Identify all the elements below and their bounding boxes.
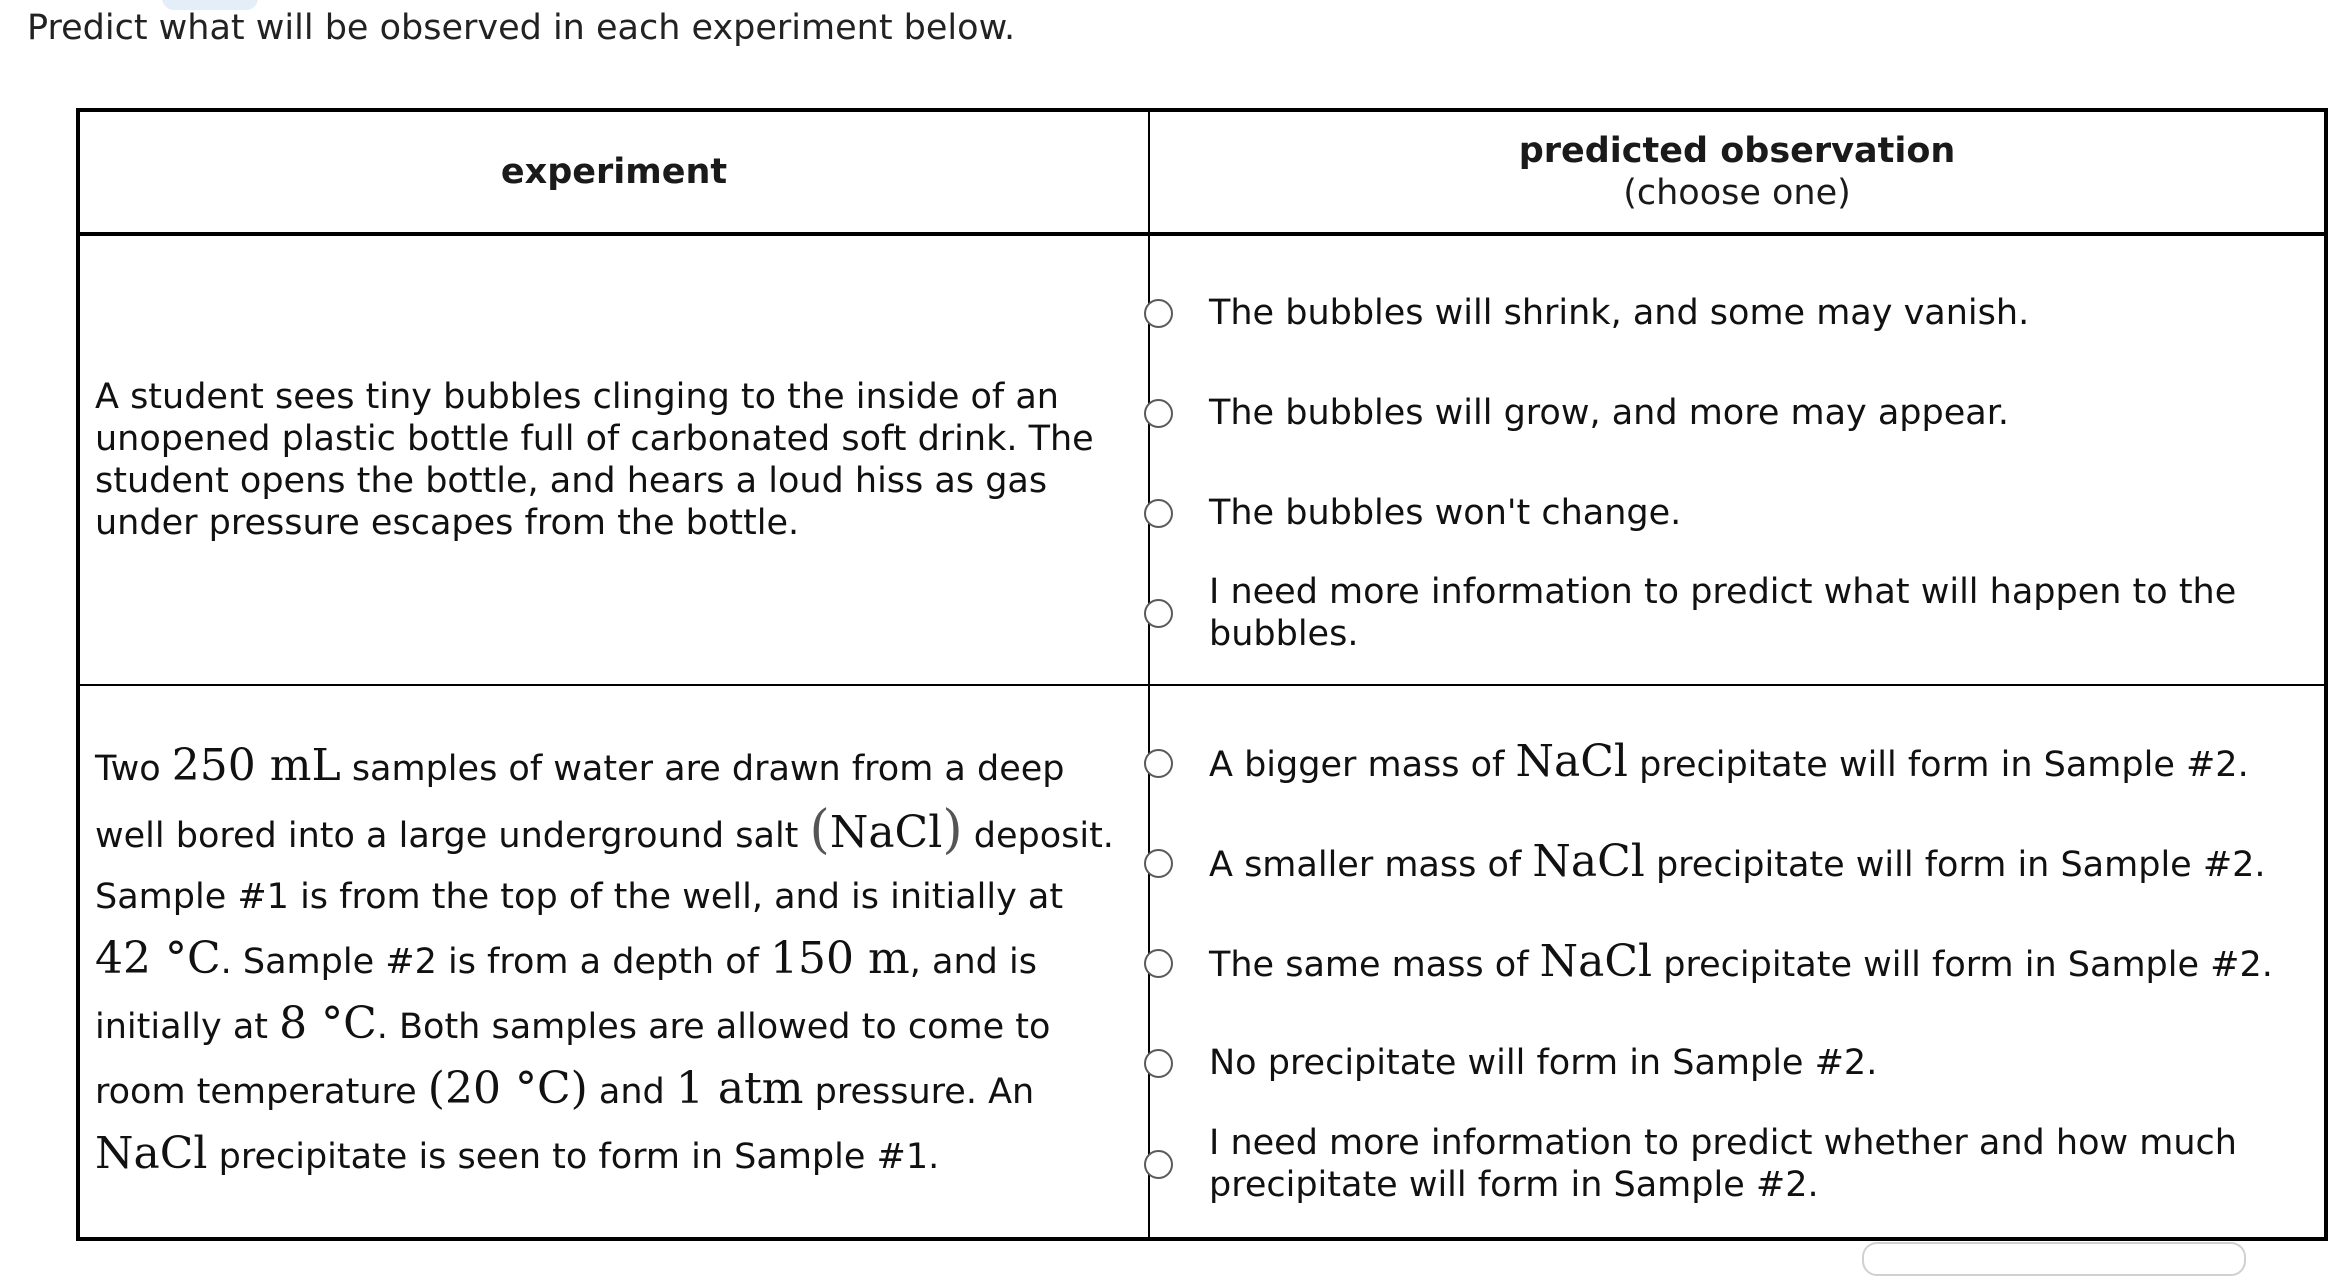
sample1-temperature: 42 °C [95, 933, 221, 984]
header-experiment-label: experiment [500, 152, 728, 192]
option-label: The bubbles will shrink, and some may vanish. [1209, 293, 2030, 333]
close-paren: ) [942, 800, 963, 860]
nacl-formula: NaCl [829, 807, 943, 858]
exp2-text-part: samples of water are drawn from a deep well bored into a large underground salt [95, 749, 1065, 856]
radio-icon[interactable] [1144, 1049, 1173, 1078]
option-text: precipitate will form in Sample #2. [1644, 844, 2266, 885]
exp2-text-part: , and is initially at [95, 942, 1037, 1047]
row2-option-1[interactable] [1144, 736, 2324, 790]
radio-icon[interactable] [1144, 849, 1173, 878]
radio-icon[interactable] [1144, 949, 1173, 978]
exp2-text-part: . Sample #2 is from a depth of [220, 942, 771, 982]
exp2-text-part: Two [95, 749, 172, 789]
option-label [1209, 935, 2273, 987]
option-label: I need more information to predict what will happen to the bubbles. [1209, 572, 2237, 654]
radio-icon[interactable] [1144, 1150, 1173, 1179]
exp2-text-part: pressure. An [803, 1072, 1035, 1112]
exp2-text-part: precipitate is seen to form in Sample #1. [207, 1137, 940, 1177]
pressure-value: 1 atm [675, 1063, 804, 1114]
nacl-formula: NaCl [95, 1128, 208, 1179]
exp2-text-part: . Both samples are allowed to come to room temperature [95, 1007, 1051, 1112]
room-temperature: (20 °C) [427, 1063, 588, 1114]
option-text: precipitate will form in Sample #2. [1627, 744, 2249, 785]
header-experiment [80, 112, 1148, 232]
radio-icon[interactable] [1144, 299, 1173, 328]
nacl-formula: NaCl [1515, 735, 1628, 787]
option-text: A bigger mass of [1209, 744, 1516, 785]
experiment-2-cell [80, 686, 1148, 1237]
instructions-text: Predict what will be observed in each experiment below. [27, 8, 1016, 48]
bottom-control-edge [1862, 1242, 2246, 1276]
radio-icon[interactable] [1144, 399, 1173, 428]
volume-value: 250 mL [171, 740, 341, 791]
option-text: A smaller mass of [1209, 844, 1533, 885]
option-label [1209, 735, 2249, 787]
open-paren: ( [809, 800, 830, 860]
radio-icon[interactable] [1144, 749, 1173, 778]
row1-option-1[interactable] [1144, 292, 2324, 334]
header-predicted-observation [1150, 112, 2324, 232]
row2-option-3[interactable] [1144, 936, 2324, 990]
exp2-text-part: deposit. Sample #1 is from the top of the well, and is initially at [95, 816, 1114, 917]
sample2-temperature: 8 °C [279, 998, 377, 1049]
radio-icon[interactable] [1144, 499, 1173, 528]
experiment-2-text [80, 735, 1148, 1188]
nacl-formula: NaCl [1539, 935, 1653, 987]
radio-icon[interactable] [1144, 599, 1173, 628]
row1-option-2[interactable] [1144, 392, 2324, 434]
header-predicted-label: predicted observation [1518, 131, 1956, 171]
experiment-1-cell [80, 236, 1148, 684]
option-text: precipitate will form in Sample #2. [1652, 944, 2273, 985]
exp2-text-part: and [587, 1072, 676, 1112]
sample2-depth: 150 m [770, 933, 910, 984]
option-text: The same mass of [1209, 944, 1540, 985]
row2-option-4[interactable] [1144, 1042, 2324, 1084]
option-label: The bubbles won't change. [1209, 493, 1682, 533]
option-label [1209, 835, 2266, 887]
option-label: No precipitate will form in Sample #2. [1209, 1043, 1878, 1083]
option-label: The bubbles will grow, and more may appear. [1209, 393, 2010, 433]
nacl-formula: NaCl [1532, 835, 1645, 887]
experiment-1-text: A student sees tiny bubbles clinging to the inside of an unopened plastic bottle full of carbonated soft drink. The student opens the bottle, and hears a loud hiss as gas under pressure escapes from the bottle. [95, 377, 1094, 543]
header-choose-one: (choose one) [1623, 173, 1851, 213]
row2-option-2[interactable] [1144, 836, 2324, 890]
row1-option-4[interactable] [1144, 571, 2324, 655]
row2-option-5[interactable] [1144, 1122, 2324, 1206]
option-label: I need more information to predict whether and how much precipitate will form in Sample #2. [1209, 1123, 2237, 1205]
row1-option-3[interactable] [1144, 492, 2324, 534]
